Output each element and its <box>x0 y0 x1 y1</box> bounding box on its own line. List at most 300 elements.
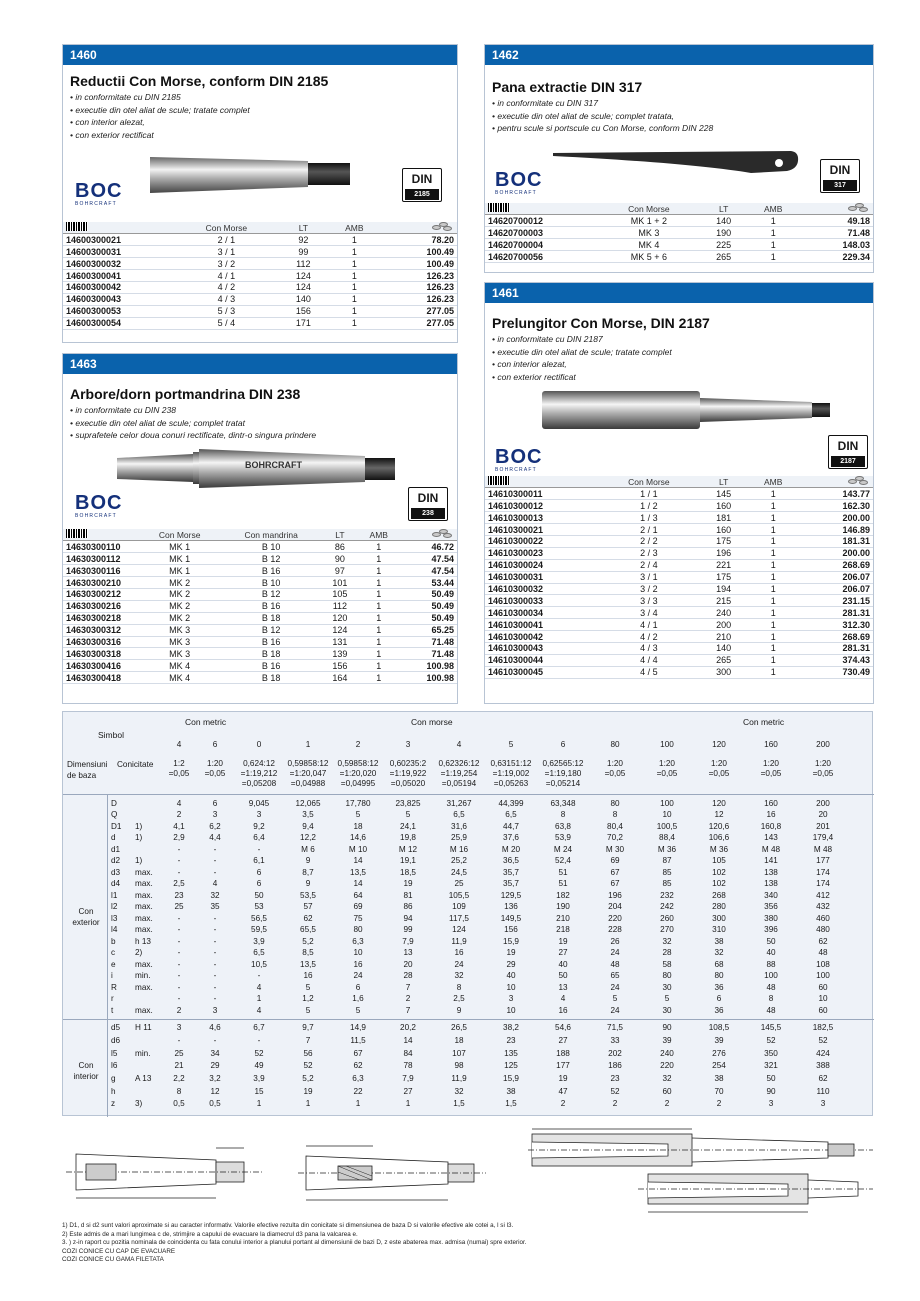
value-cell: - <box>177 959 181 969</box>
bullet: • in conformitate cu DIN 238 <box>70 405 176 415</box>
cell: 86 <box>322 541 358 553</box>
value-cell: 9 <box>456 1005 462 1015</box>
product-panel-1461 <box>484 282 874 704</box>
bullet-list <box>485 97 873 135</box>
cell: 5 / 4 <box>173 317 280 329</box>
value-cell: 20 <box>818 810 828 820</box>
value-cell: 16 <box>303 971 313 981</box>
cell: 126.23 <box>382 270 457 282</box>
value-cell: 6,1 <box>253 856 265 866</box>
cell: 140 <box>701 642 747 654</box>
symbol-cell: l1 <box>111 890 118 900</box>
value-cell: 321 <box>764 1061 778 1071</box>
table-row <box>63 258 457 270</box>
size-header: 0 <box>256 740 262 749</box>
symbol-cell: l4 <box>111 925 118 935</box>
table-row <box>63 541 457 553</box>
value-cell: - <box>177 867 181 877</box>
symbol-cell: h <box>111 1086 116 1096</box>
cell: 1 <box>358 600 400 612</box>
tolerance-cell <box>135 810 163 822</box>
footnote: 1) D1, d si d2 sunt valori aproximate si au caracter informativ. Valorile efective rezulta din conicitate si dimensiunea de baza D si valorile efective ale cotei a, l si l3. <box>62 1222 514 1229</box>
cell: 126.23 <box>382 293 457 305</box>
cell: 160 <box>701 524 747 536</box>
value-cell: 5 <box>355 1005 361 1015</box>
cell: 231.15 <box>800 595 873 607</box>
tolerance-cell <box>135 1085 163 1098</box>
footnote: COZI CONICE CU CAP DE EVACUARE <box>62 1247 176 1255</box>
cell: 1 <box>327 234 382 246</box>
cell: 1 <box>747 251 800 263</box>
cell: 4 / 5 <box>597 666 701 678</box>
value-cell: 12 <box>714 810 724 820</box>
dimension-row <box>111 867 849 879</box>
cell: 3 / 3 <box>597 595 701 607</box>
value-cell: 13,5 <box>350 867 366 877</box>
cell: 14610300044 <box>485 654 597 666</box>
dimension-row <box>111 1035 849 1048</box>
value-cell: 19 <box>558 1074 568 1084</box>
value-cell: 52,4 <box>555 856 571 866</box>
tolerance-cell: min. <box>135 971 151 981</box>
value-cell: 14,6 <box>350 833 366 843</box>
cell: 268.69 <box>800 631 873 643</box>
din-badge <box>820 159 860 193</box>
table-row <box>485 535 873 547</box>
value-cell: 20 <box>403 959 413 969</box>
cell: 14630300312 <box>63 624 139 636</box>
value-cell: 15,9 <box>503 1074 519 1084</box>
value-cell: - <box>213 913 217 923</box>
conicity-line: =0,05 <box>204 769 226 779</box>
value-cell: 63,8 <box>555 821 571 831</box>
value-cell: 6 <box>355 982 361 992</box>
value-cell: 23,825 <box>395 798 421 808</box>
value-cell: 51 <box>558 879 568 889</box>
value-cell: 120,6 <box>708 821 730 831</box>
value-cell: M 24 <box>553 844 573 854</box>
value-cell: 3,9 <box>253 1074 265 1084</box>
value-cell: 10 <box>818 994 828 1004</box>
conicity-line: =0,05 <box>168 769 190 779</box>
price-coins-icon <box>848 476 870 485</box>
value-cell: 109 <box>452 902 466 912</box>
value-cell: 190 <box>556 902 570 912</box>
conicity-cell <box>537 759 589 789</box>
col-header: LT <box>701 203 747 215</box>
cell: 156 <box>280 305 327 317</box>
conicity-line: =0,05214 <box>545 779 581 789</box>
value-cell: 100 <box>764 971 778 981</box>
dimension-row <box>111 1060 849 1073</box>
logo-brand: BOC <box>75 180 123 202</box>
value-cell: - <box>177 1035 181 1045</box>
cell: 14600300043 <box>63 293 173 305</box>
value-cell: 19 <box>506 948 516 958</box>
tolerance-cell: max. <box>135 890 153 900</box>
value-cell: 60 <box>818 982 828 992</box>
conicity-label: Conicitate <box>117 760 154 769</box>
value-cell: 100,5 <box>656 821 678 831</box>
dimension-row <box>111 948 849 960</box>
value-cell: - <box>257 971 261 981</box>
table-row <box>63 636 457 648</box>
cell: 14630300418 <box>63 672 139 684</box>
divider <box>63 794 874 795</box>
dimension-row <box>111 844 849 856</box>
cell: 143.77 <box>800 488 873 500</box>
value-cell: 254 <box>712 1061 726 1071</box>
value-cell: 51 <box>558 867 568 877</box>
value-cell: 52 <box>303 1061 313 1071</box>
cell: 100.49 <box>382 258 457 270</box>
value-cell: 38 <box>714 1074 724 1084</box>
value-cell: 5 <box>612 994 618 1004</box>
value-cell: M 12 <box>398 844 418 854</box>
value-cell: 220 <box>660 1061 674 1071</box>
cell: 4 / 2 <box>173 281 280 293</box>
value-cell: 102 <box>712 867 726 877</box>
value-cell: 102 <box>712 879 726 889</box>
table-row <box>485 524 873 536</box>
size-header: 80 <box>610 740 620 749</box>
table-row <box>63 246 457 258</box>
value-cell: 1 <box>256 994 262 1004</box>
value-cell: 0,5 <box>173 1099 185 1109</box>
value-cell: 90 <box>662 1023 672 1033</box>
value-cell: 201 <box>816 821 830 831</box>
header-con-metric-left: Con metric <box>185 717 227 727</box>
cell: 156 <box>322 660 358 672</box>
value-cell: 85 <box>662 879 672 889</box>
value-cell: 50 <box>558 971 568 981</box>
table-row <box>485 251 873 263</box>
value-cell: 6 <box>716 994 722 1004</box>
table-row <box>485 571 873 583</box>
table-row <box>485 559 873 571</box>
cell: 14620700003 <box>485 227 597 239</box>
dimension-row <box>111 856 849 868</box>
tolerance-cell <box>135 844 163 856</box>
cell: 281.31 <box>800 642 873 654</box>
value-cell: 100 <box>816 971 830 981</box>
value-cell: - <box>213 936 217 946</box>
value-cell: 2 <box>176 810 182 820</box>
cell: 1 <box>327 317 382 329</box>
cell: 14610300034 <box>485 607 597 619</box>
value-cell: 13 <box>558 982 568 992</box>
value-cell: 25,9 <box>451 833 467 843</box>
value-cell: 108,5 <box>708 1023 730 1033</box>
value-cell: 37,6 <box>503 833 519 843</box>
value-cell: 32 <box>662 936 672 946</box>
value-cell: M 48 <box>813 844 833 854</box>
cell: B 18 <box>220 612 322 624</box>
bullet-list <box>63 404 457 442</box>
value-cell: 396 <box>764 925 778 935</box>
size-header: 5 <box>508 740 514 749</box>
value-cell: 4 <box>256 1005 262 1015</box>
symbol-cell: D1 <box>111 821 122 831</box>
value-cell: 88 <box>766 959 776 969</box>
tolerance-cell: max. <box>135 913 153 923</box>
value-cell: 80 <box>662 971 672 981</box>
conicity-line: =1:19,180 <box>544 769 582 779</box>
din-badge <box>828 435 868 469</box>
value-cell: 9 <box>305 856 311 866</box>
cell: 200.00 <box>800 512 873 524</box>
value-cell: 4 <box>560 994 566 1004</box>
cell: B 18 <box>220 648 322 660</box>
value-cell: 40 <box>766 948 776 958</box>
value-cell: 80 <box>714 971 724 981</box>
conicity-cell <box>797 759 849 789</box>
col-header: Con Morse <box>597 203 701 215</box>
value-cell: 182,5 <box>812 1023 834 1033</box>
value-cell: 62 <box>818 1074 828 1084</box>
cell: 1 <box>358 660 400 672</box>
table-row <box>485 607 873 619</box>
value-cell: 16 <box>558 1005 568 1015</box>
extraction-drift-image <box>551 147 801 181</box>
conicity-line: 1:20 <box>711 759 727 768</box>
barcode-icon <box>488 476 510 485</box>
value-cell: 18 <box>454 1035 464 1045</box>
din-badge <box>402 168 442 202</box>
value-cell: 24 <box>454 959 464 969</box>
value-cell: 10 <box>506 982 516 992</box>
table-row <box>485 666 873 678</box>
value-cell: - <box>257 1035 261 1045</box>
cell: 3 / 4 <box>597 607 701 619</box>
conicity-line: =1:19,254 <box>440 769 478 779</box>
section-number: 1460 <box>63 45 457 65</box>
product-table <box>485 476 873 679</box>
value-cell: M 36 <box>709 844 729 854</box>
value-cell: 5 <box>355 810 361 820</box>
value-cell: 16 <box>353 959 363 969</box>
section-number: 1462 <box>485 45 873 65</box>
symbol-cell: R <box>111 982 117 992</box>
cell: 14630300116 <box>63 565 139 577</box>
value-cell: 107 <box>452 1048 466 1058</box>
bullet: • in conformitate cu DIN 317 <box>492 98 598 108</box>
value-cell: 30 <box>662 1005 672 1015</box>
conicity-line: =0,05 <box>656 769 678 779</box>
cell: MK 3 <box>597 227 701 239</box>
cell: 206.07 <box>800 583 873 595</box>
table-row <box>63 565 457 577</box>
value-cell: 78 <box>403 1061 413 1071</box>
value-cell: 28 <box>403 971 413 981</box>
dimension-row <box>111 994 849 1006</box>
cell: 240 <box>701 607 747 619</box>
arbor-image <box>115 446 405 492</box>
value-cell: 26 <box>610 936 620 946</box>
morse-extension-image <box>540 389 835 431</box>
barcode-icon <box>488 203 510 212</box>
value-cell: M 6 <box>301 844 315 854</box>
cell: 175 <box>701 535 747 547</box>
value-cell: 80 <box>353 925 363 935</box>
symbol-cell: l3 <box>111 913 118 923</box>
value-cell: 24 <box>610 1005 620 1015</box>
value-cell: 18,5 <box>400 867 416 877</box>
size-header: 6 <box>560 740 566 749</box>
bullet: • in conformitate cu DIN 2187 <box>492 334 603 344</box>
table-row <box>485 642 873 654</box>
conicity-line: =0,05208 <box>241 779 277 789</box>
cell: 4 / 3 <box>173 293 280 305</box>
value-cell: 10 <box>662 810 672 820</box>
value-cell: 52 <box>766 1035 776 1045</box>
value-cell: 7,9 <box>402 936 414 946</box>
value-cell: 4 <box>212 879 218 889</box>
tolerance-cell: max. <box>135 902 153 912</box>
cell: 14600300053 <box>63 305 173 317</box>
conicity-line: 0,62565:12 <box>542 759 584 768</box>
value-cell: 1,2 <box>302 994 314 1004</box>
value-cell: 9,4 <box>302 821 314 831</box>
cell: 194 <box>701 583 747 595</box>
value-cell: 149,5 <box>500 913 522 923</box>
tolerance-cell: 3) <box>135 1099 143 1109</box>
value-cell: 177 <box>816 856 830 866</box>
cell: 112 <box>322 600 358 612</box>
value-cell: 50 <box>254 890 264 900</box>
cell: 14620700004 <box>485 239 597 251</box>
value-cell: 8 <box>612 810 618 820</box>
value-cell: 11,9 <box>451 1074 467 1084</box>
value-cell: M 48 <box>761 844 781 854</box>
value-cell: - <box>257 844 261 854</box>
cell: 265 <box>701 654 747 666</box>
conicity-cell <box>433 759 485 789</box>
value-cell: 7 <box>405 982 411 992</box>
product-table <box>63 529 457 684</box>
cell: 14610300022 <box>485 535 597 547</box>
value-cell: 87 <box>662 856 672 866</box>
table-row <box>485 583 873 595</box>
value-cell: 340 <box>764 890 778 900</box>
bullet: • executie din otel aliat de scule; tratate complet <box>492 346 672 357</box>
value-cell: 58 <box>662 959 672 969</box>
value-cell: 19 <box>403 879 413 889</box>
cell: 50.49 <box>400 588 457 600</box>
symbol-cell: d1 <box>111 844 121 854</box>
cell: 2 / 1 <box>597 524 701 536</box>
cell: 139 <box>322 648 358 660</box>
value-cell: 56,5 <box>251 913 267 923</box>
value-cell: 6,2 <box>209 821 221 831</box>
cell: MK 3 <box>139 636 220 648</box>
value-cell: 5 <box>405 810 411 820</box>
table-row <box>485 619 873 631</box>
value-cell: 460 <box>816 913 830 923</box>
cell: 181.31 <box>800 535 873 547</box>
product-table <box>63 222 457 330</box>
value-cell: 25 <box>454 879 464 889</box>
value-cell: 1 <box>405 1099 411 1109</box>
value-cell: 14,9 <box>350 1023 366 1033</box>
symbol-cell: l2 <box>111 902 118 912</box>
cell: 4 / 3 <box>597 642 701 654</box>
value-cell: 99 <box>403 925 413 935</box>
tolerance-cell <box>135 798 163 810</box>
value-cell: 29 <box>210 1061 220 1071</box>
dimension-row <box>111 1085 849 1098</box>
value-cell: 52 <box>818 1035 828 1045</box>
cell: B 16 <box>220 565 322 577</box>
value-cell: 25 <box>174 1048 184 1058</box>
value-cell: 6 <box>212 798 218 808</box>
value-cell: 388 <box>816 1061 830 1071</box>
conicity-line: =1:19,922 <box>389 769 427 779</box>
tolerance-cell: 1) <box>135 833 143 843</box>
conicity-cell <box>163 759 195 789</box>
section-number: 1463 <box>63 354 457 374</box>
value-cell: 48 <box>818 948 828 958</box>
value-cell: 186 <box>608 1061 622 1071</box>
cell: 1 <box>358 577 400 589</box>
value-cell: 57 <box>303 902 313 912</box>
table-row <box>63 577 457 589</box>
value-cell: 50 <box>766 1074 776 1084</box>
value-cell: 27 <box>558 948 568 958</box>
cell: 131 <box>322 636 358 648</box>
value-cell: 24 <box>353 971 363 981</box>
value-cell: M 36 <box>657 844 677 854</box>
value-cell: 22 <box>353 1086 363 1096</box>
cell: 1 <box>358 541 400 553</box>
value-cell: 21 <box>174 1061 184 1071</box>
cell: 14630300318 <box>63 648 139 660</box>
value-cell: 2,2 <box>173 1074 185 1084</box>
cell: 14610300043 <box>485 642 597 654</box>
dimension-row <box>111 902 849 914</box>
technical-drawing-1 <box>66 1140 266 1202</box>
cell: 1 / 3 <box>597 512 701 524</box>
cell: 1 <box>747 488 800 500</box>
value-cell: 125 <box>504 1061 518 1071</box>
cell: 1 <box>747 512 800 524</box>
cell: 4 / 2 <box>597 631 701 643</box>
cell: 14630300212 <box>63 588 139 600</box>
cell: MK 1 <box>139 565 220 577</box>
value-cell: 3,9 <box>253 936 265 946</box>
dimension-row <box>111 1047 849 1060</box>
value-cell: 268 <box>712 890 726 900</box>
value-cell: 44,399 <box>498 798 524 808</box>
value-cell: - <box>213 856 217 866</box>
cell: 4 / 4 <box>597 654 701 666</box>
cell: 124 <box>280 281 327 293</box>
din-number: 238 <box>411 508 445 519</box>
cell: 105 <box>322 588 358 600</box>
value-cell: 19 <box>558 936 568 946</box>
value-cell: 110 <box>816 1086 830 1096</box>
value-cell: 38 <box>714 936 724 946</box>
cell: 1 / 1 <box>597 488 701 500</box>
cell: 3 / 2 <box>173 258 280 270</box>
value-cell: 59,5 <box>251 925 267 935</box>
cell: 50.49 <box>400 612 457 624</box>
cell: 1 <box>327 293 382 305</box>
cell: B 10 <box>220 541 322 553</box>
value-cell: 10,5 <box>251 959 267 969</box>
value-cell: 6,5 <box>453 810 465 820</box>
bullet: • con interior alezat, <box>492 359 567 370</box>
